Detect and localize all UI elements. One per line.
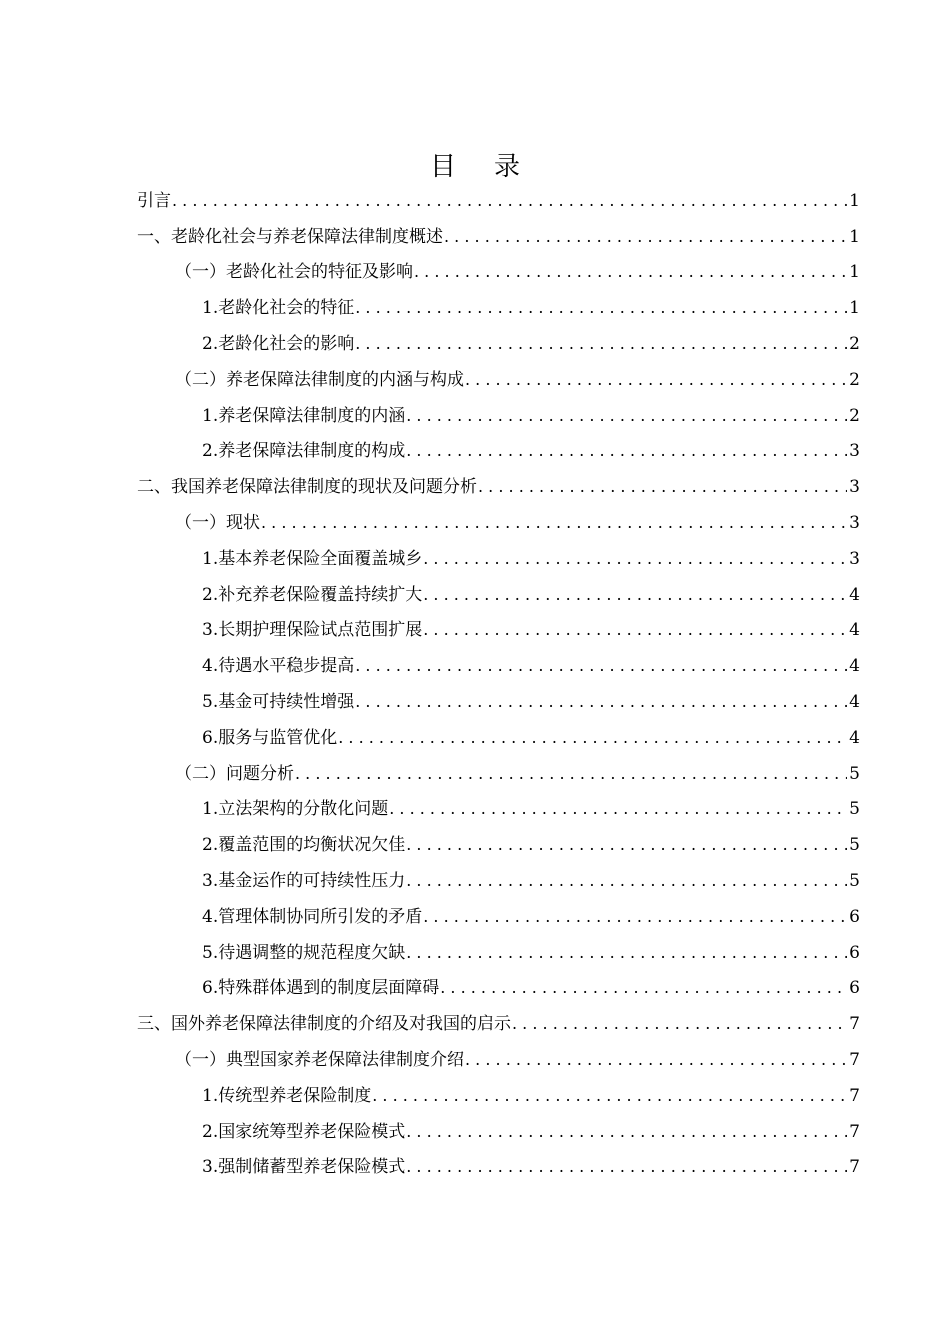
toc-leader-dots	[423, 585, 847, 605]
toc-leader-dots	[355, 298, 847, 318]
toc-leader-dots	[406, 835, 847, 855]
toc-entry-title: 2.覆盖范围的均衡状况欠佳	[202, 835, 406, 856]
toc-leader-dots	[465, 1050, 847, 1070]
toc-entry-page-number: 3	[849, 548, 860, 569]
toc-entry-page-number: 3	[849, 513, 860, 534]
toc-leader-dots	[261, 513, 847, 533]
toc-leader-dots	[338, 728, 847, 748]
toc-entry[interactable]	[137, 505, 860, 541]
toc-entry[interactable]	[137, 577, 860, 613]
toc-entry[interactable]	[137, 326, 860, 362]
toc-entry-page-number: 2	[849, 405, 860, 426]
toc-leader-dots	[355, 656, 847, 676]
toc-entry[interactable]	[137, 863, 860, 899]
toc-entry[interactable]	[137, 1006, 860, 1042]
toc-entry-page-number: 6	[849, 906, 860, 927]
toc-entry-title: 3.强制储蓄型养老保险模式	[202, 1157, 406, 1178]
toc-entry-page-number: 3	[849, 477, 860, 498]
toc-entry[interactable]	[137, 290, 860, 326]
toc-entry-title: （二）养老保障法律制度的内涵与构成	[175, 369, 464, 390]
toc-entry-page-number: 7	[849, 1050, 860, 1071]
toc-entry-page-number: 5	[849, 835, 860, 856]
page-title-char-2: 录	[494, 152, 521, 182]
toc-entry[interactable]	[137, 899, 860, 935]
toc-entry-page-number: 7	[849, 1085, 860, 1106]
toc-entry[interactable]	[137, 219, 860, 255]
toc-entry-title: 1.立法架构的分散化问题	[202, 799, 389, 820]
toc-entry-page-number: 5	[849, 799, 860, 820]
toc-entry-title: 引言	[137, 190, 171, 211]
toc-entry[interactable]	[137, 971, 860, 1007]
toc-leader-dots	[389, 799, 847, 819]
toc-entry-page-number: 7	[849, 1157, 860, 1178]
toc-entry-page-number: 4	[849, 692, 860, 713]
toc-entry-title: 1.养老保障法律制度的内涵	[202, 405, 406, 426]
toc-entry-page-number: 2	[849, 369, 860, 390]
toc-leader-dots	[355, 692, 847, 712]
toc-entry-title: 4.待遇水平稳步提高	[202, 656, 355, 677]
toc-entry-title: 6.服务与监管优化	[202, 727, 338, 748]
toc-entry[interactable]	[137, 183, 860, 219]
toc-entry-title: 4.管理体制协同所引发的矛盾	[202, 906, 423, 927]
toc-leader-dots	[423, 620, 847, 640]
toc-entry-page-number: 5	[849, 763, 860, 784]
toc-entry-page-number: 3	[849, 441, 860, 462]
toc-entry-page-number: 1	[849, 226, 860, 247]
toc-entry[interactable]	[137, 362, 860, 398]
toc-entry-title: 3.基金运作的可持续性压力	[202, 871, 406, 892]
toc-leader-dots	[414, 262, 847, 282]
toc-entry-title: 5.基金可持续性增强	[202, 692, 355, 713]
toc-entry-page-number: 1	[849, 298, 860, 319]
toc-entry-title: 三、国外养老保障法律制度的介绍及对我国的启示	[137, 1014, 511, 1035]
toc-entry[interactable]	[137, 613, 860, 649]
toc-entry[interactable]	[137, 541, 860, 577]
toc-entry[interactable]	[137, 648, 860, 684]
toc-entry-title: 一、老龄化社会与养老保障法律制度概述	[137, 226, 443, 247]
toc-entry[interactable]	[137, 1150, 860, 1186]
toc-leader-dots	[406, 406, 847, 426]
toc-entry[interactable]	[137, 792, 860, 828]
toc-entry[interactable]	[137, 684, 860, 720]
toc-entry-page-number: 4	[849, 620, 860, 641]
toc-entry-page-number: 1	[849, 262, 860, 283]
toc-leader-dots	[406, 943, 847, 963]
toc-entry-title: 1.基本养老保险全面覆盖城乡	[202, 548, 423, 569]
toc-entry-page-number: 5	[849, 871, 860, 892]
toc-entry-title: 1.老龄化社会的特征	[202, 298, 355, 319]
toc-entry[interactable]	[137, 1114, 860, 1150]
toc-entry-title: 2.国家统筹型养老保险模式	[202, 1121, 406, 1142]
toc-leader-dots	[406, 871, 847, 891]
toc-entry[interactable]	[137, 255, 860, 291]
toc-leader-dots	[355, 334, 847, 354]
toc-entry-page-number: 7	[849, 1014, 860, 1035]
toc-entry-title: 二、我国养老保障法律制度的现状及问题分析	[137, 477, 477, 498]
toc-entry-title: 2.养老保障法律制度的构成	[202, 441, 406, 462]
toc-entry-page-number: 4	[849, 584, 860, 605]
toc-entry[interactable]	[137, 756, 860, 792]
toc-entry[interactable]	[137, 827, 860, 863]
toc-entry-title: （二）问题分析	[175, 763, 294, 784]
toc-entry-title: 2.补充养老保险覆盖持续扩大	[202, 584, 423, 605]
toc-entry[interactable]	[137, 398, 860, 434]
toc-entry-title: 1.传统型养老保险制度	[202, 1085, 372, 1106]
toc-leader-dots	[372, 1086, 847, 1106]
toc-entry[interactable]	[137, 935, 860, 971]
toc-entry-title: 3.长期护理保险试点范围扩展	[202, 620, 423, 641]
toc-entry-page-number: 6	[849, 978, 860, 999]
toc-entry-title: 6.特殊群体遇到的制度层面障碍	[202, 978, 440, 999]
toc-leader-dots	[440, 978, 847, 998]
toc-entry-page-number: 7	[849, 1121, 860, 1142]
toc-leader-dots	[478, 477, 847, 497]
toc-entry[interactable]	[137, 1078, 860, 1114]
toc-entry-page-number: 4	[849, 656, 860, 677]
toc-leader-dots	[512, 1014, 847, 1034]
toc-entry-page-number: 2	[849, 334, 860, 355]
toc-entry-title: （一）典型国家养老保障法律制度介绍	[175, 1050, 464, 1071]
toc-entry-title: （一）老龄化社会的特征及影响	[175, 262, 413, 283]
toc-entry-page-number: 1	[849, 190, 860, 211]
toc-entry[interactable]	[137, 1042, 860, 1078]
toc-entry-page-number: 6	[849, 942, 860, 963]
table-of-contents	[137, 183, 860, 1185]
toc-leader-dots	[465, 370, 847, 390]
toc-leader-dots	[444, 227, 847, 247]
toc-entry-page-number: 4	[849, 727, 860, 748]
toc-entry-title: （一）现状	[175, 513, 260, 534]
toc-entry[interactable]	[137, 469, 860, 505]
toc-leader-dots	[423, 907, 847, 927]
page-title-char-1: 目	[429, 152, 456, 182]
toc-leader-dots	[406, 441, 847, 461]
toc-entry-title: 5.待遇调整的规范程度欠缺	[202, 942, 406, 963]
page-title	[0, 146, 950, 183]
toc-leader-dots	[406, 1122, 847, 1142]
toc-entry-title: 2.老龄化社会的影响	[202, 334, 355, 355]
toc-leader-dots	[172, 191, 847, 211]
toc-leader-dots	[423, 549, 847, 569]
toc-entry[interactable]	[137, 434, 860, 470]
toc-leader-dots	[406, 1157, 847, 1177]
toc-entry[interactable]	[137, 720, 860, 756]
toc-leader-dots	[295, 764, 847, 784]
